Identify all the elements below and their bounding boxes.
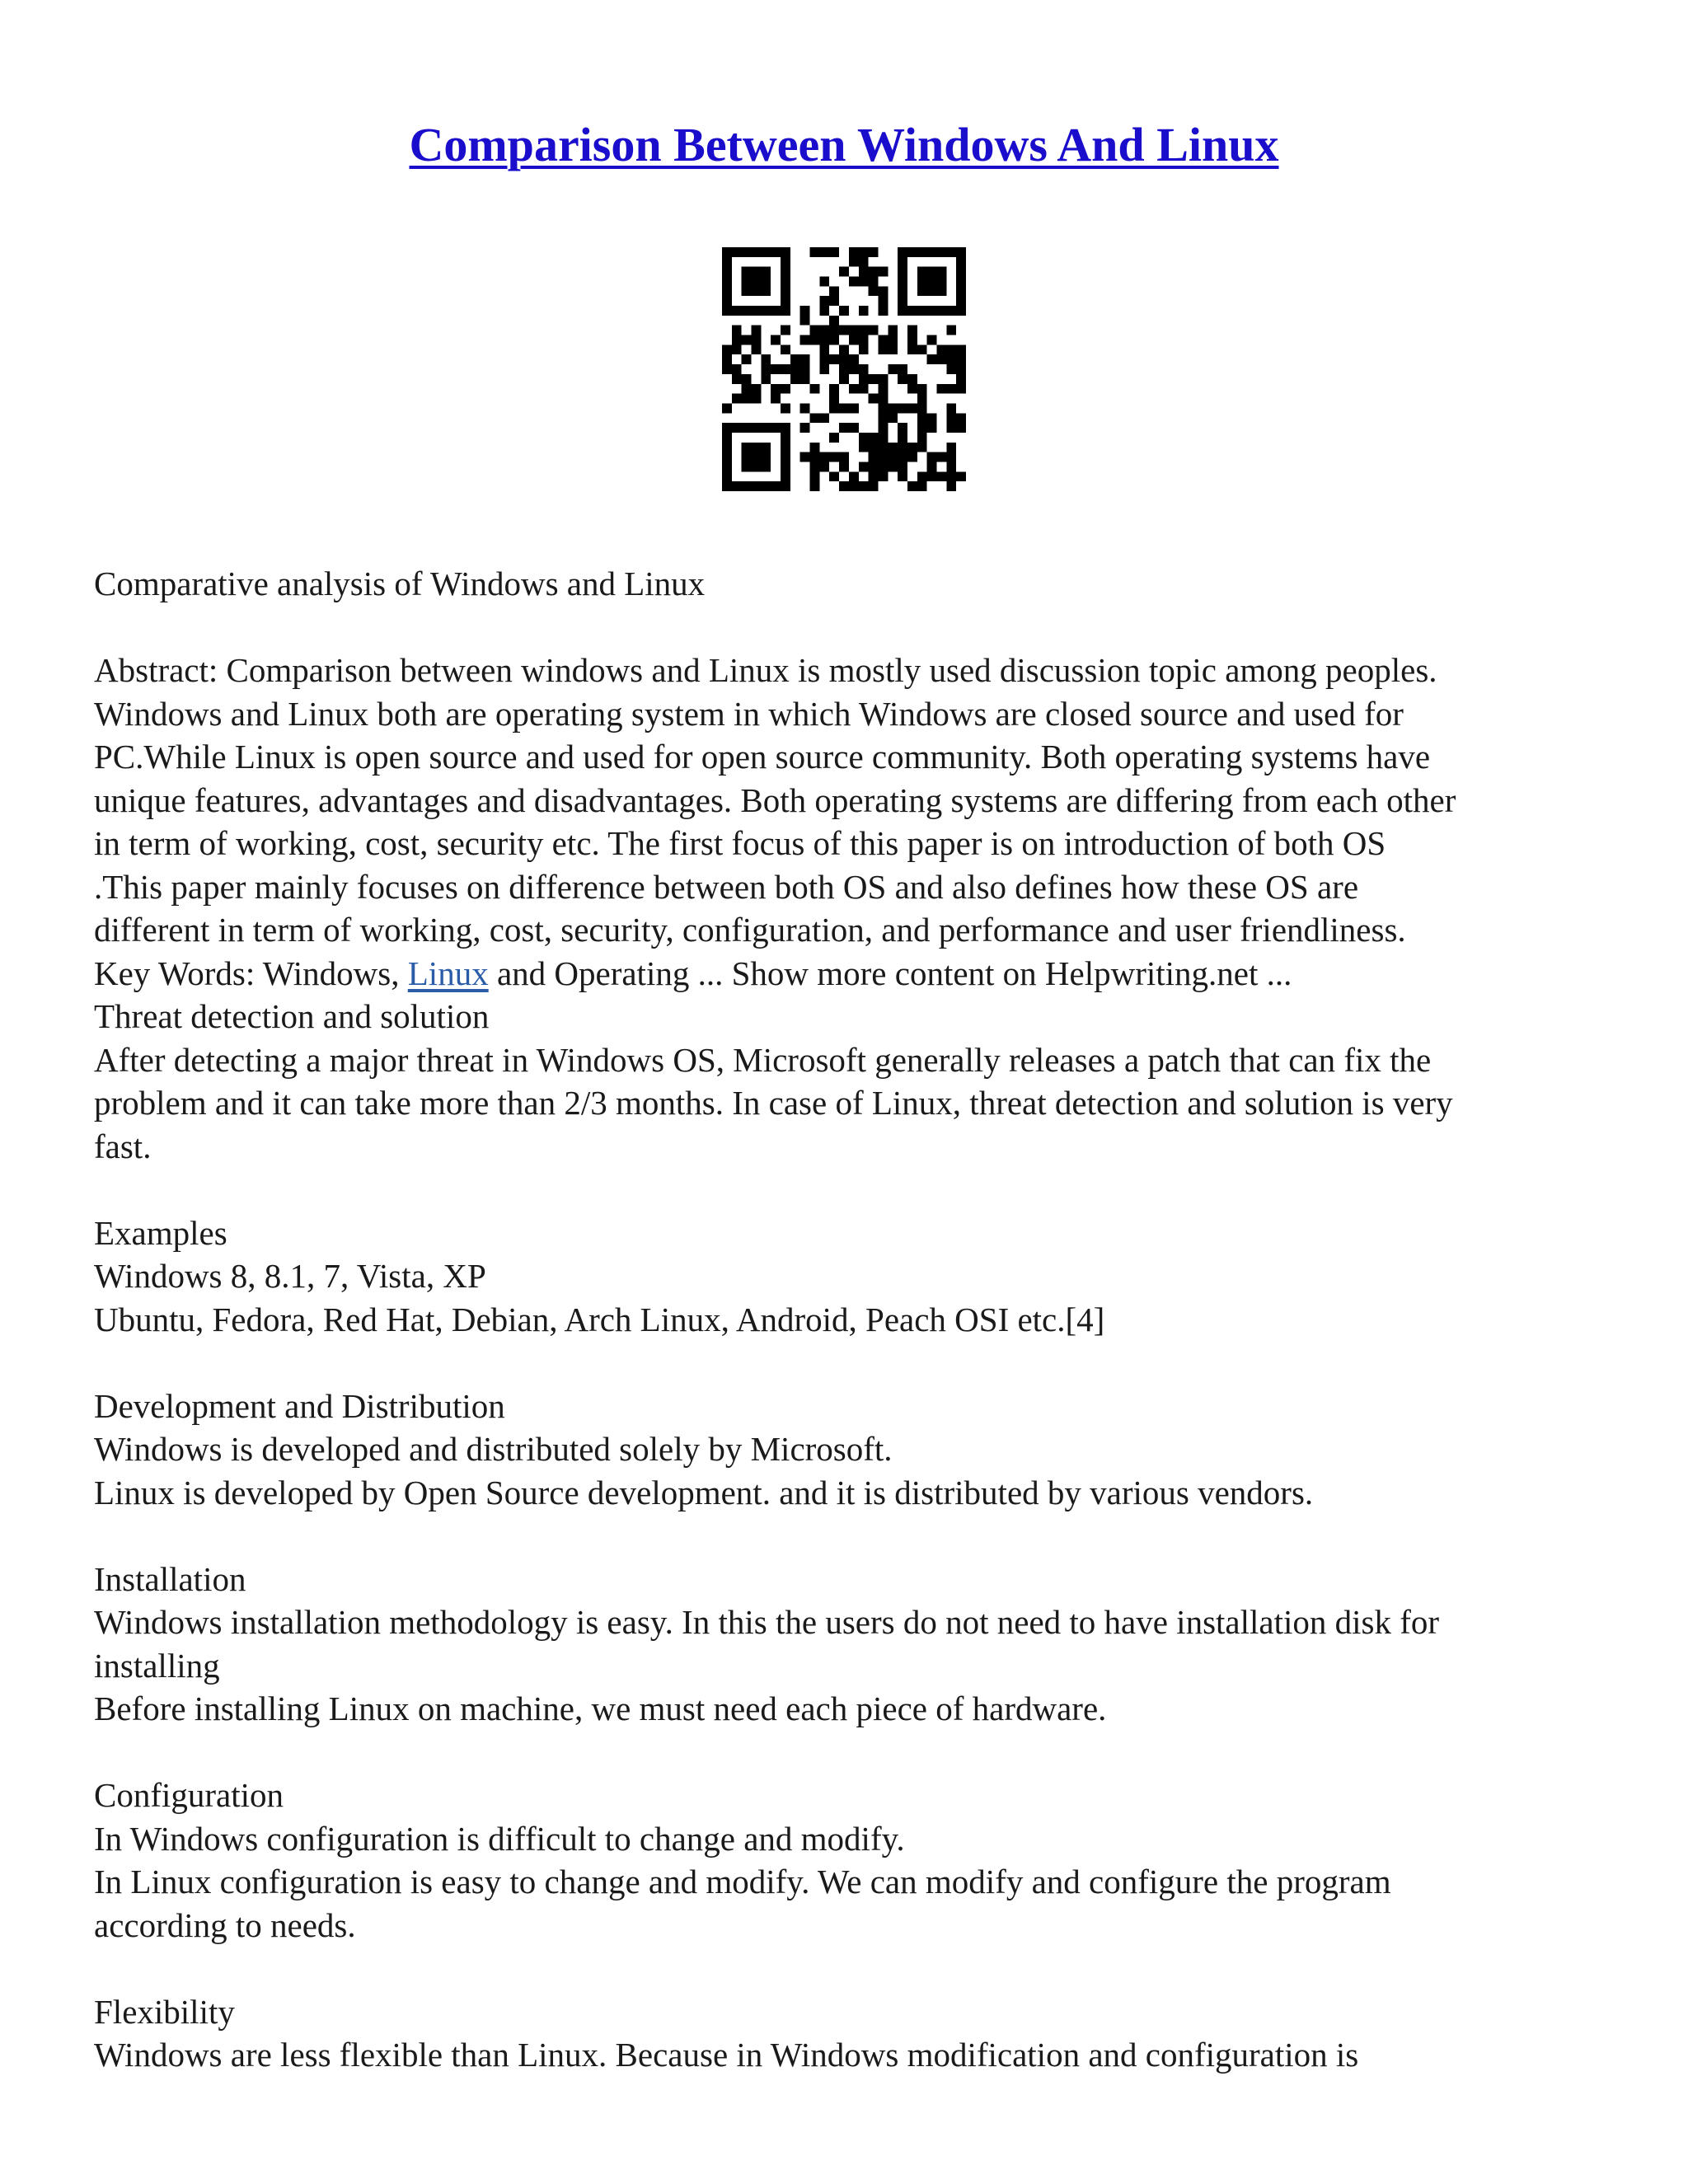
flexibility-line: Windows are less flexible than Linux. Because in Windows modification and configuration is <box>94 2036 1359 2074</box>
section-heading-threat: Threat detection and solution <box>94 997 490 1035</box>
development-line: Windows is developed and distributed solely by Microsoft. <box>94 1430 893 1468</box>
threat-line: problem and it can take more than 2/3 months. In case of Linux, threat detection and solution is very <box>94 1084 1453 1122</box>
abstract-line: different in term of working, cost, security, configuration, and performance and user friendliness. <box>94 911 1406 949</box>
examples-line: Ubuntu, Fedora, Red Hat, Debian, Arch Linux, Android, Peach OSI etc.[4] <box>94 1300 1105 1338</box>
installation-line: installing <box>94 1646 220 1685</box>
abstract-line: Abstract: Comparison between windows and Linux is mostly used discussion topic among peoples. <box>94 651 1437 689</box>
abstract-line: PC.While Linux is open source and used for open source community. Both operating systems have <box>94 738 1431 776</box>
configuration-line: according to needs. <box>94 1905 356 1944</box>
section-heading-configuration: Configuration <box>94 1776 284 1814</box>
keywords-prefix: Key Words: Windows, <box>94 954 400 992</box>
abstract-line: Windows and Linux both are operating system in which Windows are closed source and used for <box>94 694 1404 733</box>
keywords-line <box>94 952 1602 996</box>
section-heading-development: Development and Distribution <box>94 1386 505 1425</box>
threat-line: fast. <box>94 1127 152 1165</box>
subtitle: Comparative analysis of Windows and Linux <box>94 565 706 602</box>
examples-line: Windows 8, 8.1, 7, Vista, XP <box>94 1257 486 1295</box>
installation-line: Windows installation methodology is easy. In this the users do not need to have installation disk for <box>94 1603 1440 1641</box>
document-body <box>94 562 1602 2077</box>
abstract-line: unique features, advantages and disadvantages. Both operating systems are differing from each other <box>94 780 1456 819</box>
configuration-line: In Windows configuration is difficult to change and modify. <box>94 1819 905 1858</box>
section-heading-examples: Examples <box>94 1213 227 1252</box>
section-heading-installation: Installation <box>94 1559 246 1598</box>
document-title <box>0 115 1688 175</box>
abstract-line: .This paper mainly focuses on difference between both OS and also defines how these OS are <box>94 867 1359 906</box>
qr-code-icon <box>722 247 966 491</box>
title-link[interactable]: Comparison Between Windows And Linux <box>409 118 1279 171</box>
configuration-line: In Linux configuration is easy to change and modify. We can modify and configure the program <box>94 1863 1391 1900</box>
development-line: Linux is developed by Open Source development. and it is distributed by various vendors. <box>94 1473 1314 1511</box>
abstract-line: in term of working, cost, security etc. The first focus of this paper is on introduction of both OS <box>94 824 1386 862</box>
linux-link[interactable]: Linux <box>407 954 489 992</box>
keywords-suffix: and Operating ... Show more content on Helpwriting.net ... <box>496 954 1292 992</box>
section-heading-flexibility: Flexibility <box>94 1992 235 2031</box>
installation-line: Before installing Linux on machine, we must need each piece of hardware. <box>94 1690 1107 1727</box>
threat-line: After detecting a major threat in Windows OS, Microsoft generally releases a patch that can fix the <box>94 1040 1432 1079</box>
